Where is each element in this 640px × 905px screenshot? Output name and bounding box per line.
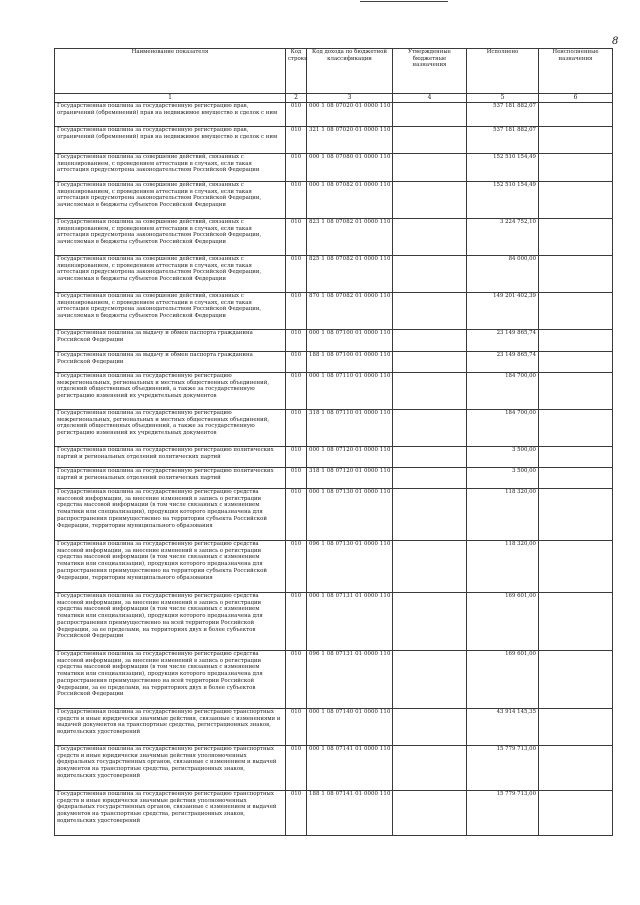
header-executed: Исполнено: [467, 49, 539, 94]
income-code: 000 1 08 07082 01 0000 110: [307, 182, 393, 219]
line-code: 010: [286, 182, 307, 219]
approved-amount: [393, 330, 467, 352]
line-code: 010: [286, 541, 307, 593]
header-approved: Утвержденные бюджетные назначения: [393, 49, 467, 94]
income-code: 825 1 08 07082 01 0000 110: [307, 256, 393, 293]
executed-amount: 149 201 402,39: [467, 293, 539, 330]
income-code: 318 1 08 07110 01 0000 110: [307, 410, 393, 447]
executed-amount: 118 320,00: [467, 541, 539, 593]
line-code: 010: [286, 103, 307, 127]
unexecuted-amount: [539, 256, 613, 293]
executed-amount: 152 510 154,49: [467, 154, 539, 182]
indicator-name: Государственная пошлина за государственную регистрацию средства массовой информации, за внесение изменений в запись о регистрации средства массовой информации (в том числе связанных с изменением тематики или специализации), продукция которого предназначена для распространения преимущественно на всей территории Российской Федерации, за ее пределами, на территориях двух и более субъектов Российской Федерации: [55, 593, 286, 651]
header-unexecuted: Неисполненные назначения: [539, 49, 613, 94]
executed-amount: 184 700,00: [467, 410, 539, 447]
header-row: [55, 49, 613, 94]
indicator-name: Государственная пошлина за совершение действий, связанных с лицензированием, с проведением аттестации в случаях, если такая аттестация предусмотрена законодательством Российской Федерации, зачисляемая в бюджеты субъектов Российской Федерации: [55, 256, 286, 293]
header-income-code: Код дохода по бюджетной классификации: [307, 49, 393, 94]
approved-amount: [393, 352, 467, 373]
column-number-row: [55, 94, 613, 103]
approved-amount: [393, 541, 467, 593]
line-code: 010: [286, 330, 307, 352]
column-number: 1: [55, 94, 286, 103]
line-code: 010: [286, 154, 307, 182]
line-code: 010: [286, 373, 307, 410]
approved-amount: [393, 373, 467, 410]
executed-amount: 84 000,00: [467, 256, 539, 293]
approved-amount: [393, 293, 467, 330]
unexecuted-amount: [539, 127, 613, 154]
approved-amount: [393, 447, 467, 468]
executed-amount: 537 181 882,07: [467, 103, 539, 127]
unexecuted-amount: [539, 541, 613, 593]
indicator-name: Государственная пошлина за государственную регистрацию средства массовой информации, за внесение изменений в запись о регистрации средства массовой информации (в том числе связанных с изменением тематики или специализации), продукция которого предназначена для распространения преимущественно на территории субъекта Российской Федерации, территории муниципального образования: [55, 541, 286, 593]
income-code: 321 1 08 07020 01 0000 110: [307, 127, 393, 154]
executed-amount: 43 914 145,35: [467, 709, 539, 746]
unexecuted-amount: [539, 593, 613, 651]
table-row: [55, 293, 613, 330]
approved-amount: [393, 103, 467, 127]
line-code: 010: [286, 651, 307, 709]
indicator-name: Государственная пошлина за государственную регистрацию средства массовой информации, за внесение изменений в запись о регистрации средства массовой информации (в том числе связанных с изменением тематики или специализации), продукция которого предназначена для распространения преимущественно на всей территории Российской Федерации, за ее пределами, на территориях двух и более субъектов Российской Федерации: [55, 651, 286, 709]
table-row: [55, 746, 613, 791]
executed-amount: 23 149 865,74: [467, 330, 539, 352]
table-row: [55, 468, 613, 489]
line-code: 010: [286, 256, 307, 293]
unexecuted-amount: [539, 182, 613, 219]
income-code: 188 1 08 07100 01 0000 110: [307, 352, 393, 373]
income-code: 318 1 08 07120 01 0000 110: [307, 468, 393, 489]
indicator-name: Государственная пошлина за выдачу и обмен паспорта гражданина Российской Федерации: [55, 352, 286, 373]
table-row: [55, 219, 613, 256]
table-row: [55, 330, 613, 352]
indicator-name: Государственная пошлина за совершение действий, связанных с лицензированием, с проведением аттестации в случаях, если такая аттестация предусмотрена законодательством Российской Федерации, зачисляемая в бюджеты субъектов Российской Федерации: [55, 219, 286, 256]
line-code: 010: [286, 593, 307, 651]
executed-amount: 169 601,00: [467, 593, 539, 651]
income-code: 000 1 08 07130 01 0000 110: [307, 489, 393, 541]
income-code: 823 1 08 07082 01 0000 110: [307, 219, 393, 256]
indicator-name: Государственная пошлина за государственную регистрацию политических партий и региональных отделений политических партий: [55, 447, 286, 468]
line-code: 010: [286, 352, 307, 373]
executed-amount: 537 181 882,07: [467, 127, 539, 154]
table-row: [55, 791, 613, 836]
table-row: [55, 154, 613, 182]
line-code: 010: [286, 127, 307, 154]
income-code: 870 1 08 07082 01 0000 110: [307, 293, 393, 330]
unexecuted-amount: [539, 330, 613, 352]
table-row: [55, 373, 613, 410]
executed-amount: 23 149 865,74: [467, 352, 539, 373]
income-code: 000 1 08 07110 01 0000 110: [307, 373, 393, 410]
income-code: 000 1 08 07100 01 0000 110: [307, 330, 393, 352]
table-row: [55, 410, 613, 447]
unexecuted-amount: [539, 468, 613, 489]
approved-amount: [393, 219, 467, 256]
table-row: [55, 256, 613, 293]
unexecuted-amount: [539, 219, 613, 256]
table-row: [55, 182, 613, 219]
income-code: 000 1 08 07140 01 0000 110: [307, 709, 393, 746]
approved-amount: [393, 256, 467, 293]
line-code: 010: [286, 410, 307, 447]
table-row: [55, 127, 613, 154]
indicator-name: Государственная пошлина за государственную регистрацию транспортных средств и иные юридически значимые действия уполномоченных федеральных государственных органов, связанные с изменением и выдачей документов на транспортные средства, регистрационных знаков, водительских удостоверений: [55, 791, 286, 836]
table-row: [55, 593, 613, 651]
approved-amount: [393, 410, 467, 447]
column-number: 5: [467, 94, 539, 103]
unexecuted-amount: [539, 154, 613, 182]
unexecuted-amount: [539, 791, 613, 836]
indicator-name: Государственная пошлина за государственную регистрацию политических партий и региональных отделений политических партий: [55, 468, 286, 489]
indicator-name: Государственная пошлина за совершение действий, связанных с лицензированием, с проведением аттестации в случаях, если такая аттестация предусмотрена законодательством Российской Федерации, зачисляемая в бюджеты субъектов Российской Федерации: [55, 182, 286, 219]
approved-amount: [393, 651, 467, 709]
unexecuted-amount: [539, 447, 613, 468]
approved-amount: [393, 746, 467, 791]
indicator-name: Государственная пошлина за государственную регистрацию средства массовой информации, за внесение изменений в запись о регистрации средства массовой информации (в том числе связанных с изменением тематики или специализации), продукция которого предназначена для распространения преимущественно на территории субъекта Российской Федерации, территории муниципального образования: [55, 489, 286, 541]
indicator-name: Государственная пошлина за государственную регистрацию транспортных средств и иные юридически значимые действия, связанные с изменениями и выдачей документов на транспортные средства, регистрационных знаков, водительских удостоверений: [55, 709, 286, 746]
page-number: 8: [612, 36, 619, 47]
income-code: 000 1 08 07020 01 0000 110: [307, 103, 393, 127]
top-rule: [360, 1, 448, 2]
executed-amount: 118 320,00: [467, 489, 539, 541]
income-code: 096 1 08 07130 01 0000 110: [307, 541, 393, 593]
unexecuted-amount: [539, 489, 613, 541]
line-code: 010: [286, 293, 307, 330]
table-row: [55, 103, 613, 127]
indicator-name: Государственная пошлина за государственную регистрацию прав, ограничений (обременений) прав на недвижимое имущество и сделок с ним: [55, 127, 286, 154]
line-code: 010: [286, 709, 307, 746]
approved-amount: [393, 127, 467, 154]
executed-amount: 184 700,00: [467, 373, 539, 410]
income-code: 000 1 08 07120 01 0000 110: [307, 447, 393, 468]
column-number: 6: [539, 94, 613, 103]
header-name: Наименование показателя: [55, 49, 286, 94]
indicator-name: Государственная пошлина за государственную регистрацию межрегиональных, региональных и местных общественных объединений, отделений общественных объединений, а также за государственную регистрацию изменений их учредительных документов: [55, 410, 286, 447]
unexecuted-amount: [539, 352, 613, 373]
indicator-name: Государственная пошлина за выдачу и обмен паспорта гражданина Российской Федерации: [55, 330, 286, 352]
column-number: 3: [307, 94, 393, 103]
line-code: 010: [286, 447, 307, 468]
approved-amount: [393, 182, 467, 219]
table-row: [55, 447, 613, 468]
executed-amount: 152 510 154,49: [467, 182, 539, 219]
approved-amount: [393, 791, 467, 836]
table-row: [55, 352, 613, 373]
executed-amount: 3 500,00: [467, 447, 539, 468]
indicator-name: Государственная пошлина за совершение действий, связанных с лицензированием, с проведением аттестации в случаях, если такая аттестация предусмотрена законодательством Российской Федерации, зачисляемая в бюджеты субъектов Российской Федерации: [55, 293, 286, 330]
indicator-name: Государственная пошлина за государственную регистрацию прав, ограничений (обременений) прав на недвижимое имущество и сделок с ним: [55, 103, 286, 127]
unexecuted-amount: [539, 373, 613, 410]
approved-amount: [393, 489, 467, 541]
executed-amount: 3 500,00: [467, 468, 539, 489]
executed-amount: 3 224 752,10: [467, 219, 539, 256]
approved-amount: [393, 468, 467, 489]
table-row: [55, 489, 613, 541]
table-row: [55, 651, 613, 709]
line-code: 010: [286, 746, 307, 791]
line-code: 010: [286, 468, 307, 489]
approved-amount: [393, 154, 467, 182]
table-row: [55, 709, 613, 746]
approved-amount: [393, 593, 467, 651]
unexecuted-amount: [539, 709, 613, 746]
column-number: 4: [393, 94, 467, 103]
line-code: 010: [286, 489, 307, 541]
executed-amount: 15 779 713,00: [467, 746, 539, 791]
indicator-name: Государственная пошлина за государственную регистрацию межрегиональных, региональных и местных общественных объединений, отделений общественных объединений, а также за государственную регистрацию изменений их учредительных документов: [55, 373, 286, 410]
unexecuted-amount: [539, 410, 613, 447]
income-code: 000 1 08 07080 01 0000 110: [307, 154, 393, 182]
income-code: 096 1 08 07131 01 0000 110: [307, 651, 393, 709]
income-code: 188 1 08 07141 01 0000 110: [307, 791, 393, 836]
indicator-name: Государственная пошлина за совершение действий, связанных с лицензированием, с проведением аттестации в случаях, если такая аттестация предусмотрена законодательством Российской Федерации: [55, 154, 286, 182]
unexecuted-amount: [539, 103, 613, 127]
executed-amount: 169 601,00: [467, 651, 539, 709]
column-number: 2: [286, 94, 307, 103]
executed-amount: 15 779 713,00: [467, 791, 539, 836]
table-row: [55, 541, 613, 593]
line-code: 010: [286, 219, 307, 256]
header-line-code: Код строки: [286, 49, 307, 94]
income-code: 000 1 08 07131 01 0000 110: [307, 593, 393, 651]
budget-execution-table: [54, 48, 613, 836]
income-code: 000 1 08 07141 01 0000 110: [307, 746, 393, 791]
approved-amount: [393, 709, 467, 746]
unexecuted-amount: [539, 651, 613, 709]
indicator-name: Государственная пошлина за государственную регистрацию транспортных средств и иные юридически значимые действия уполномоченных федеральных государственных органов, связанные с изменением и выдачей документов на транспортные средства, регистрационных знаков, водительских удостоверений: [55, 746, 286, 791]
unexecuted-amount: [539, 293, 613, 330]
unexecuted-amount: [539, 746, 613, 791]
line-code: 010: [286, 791, 307, 836]
